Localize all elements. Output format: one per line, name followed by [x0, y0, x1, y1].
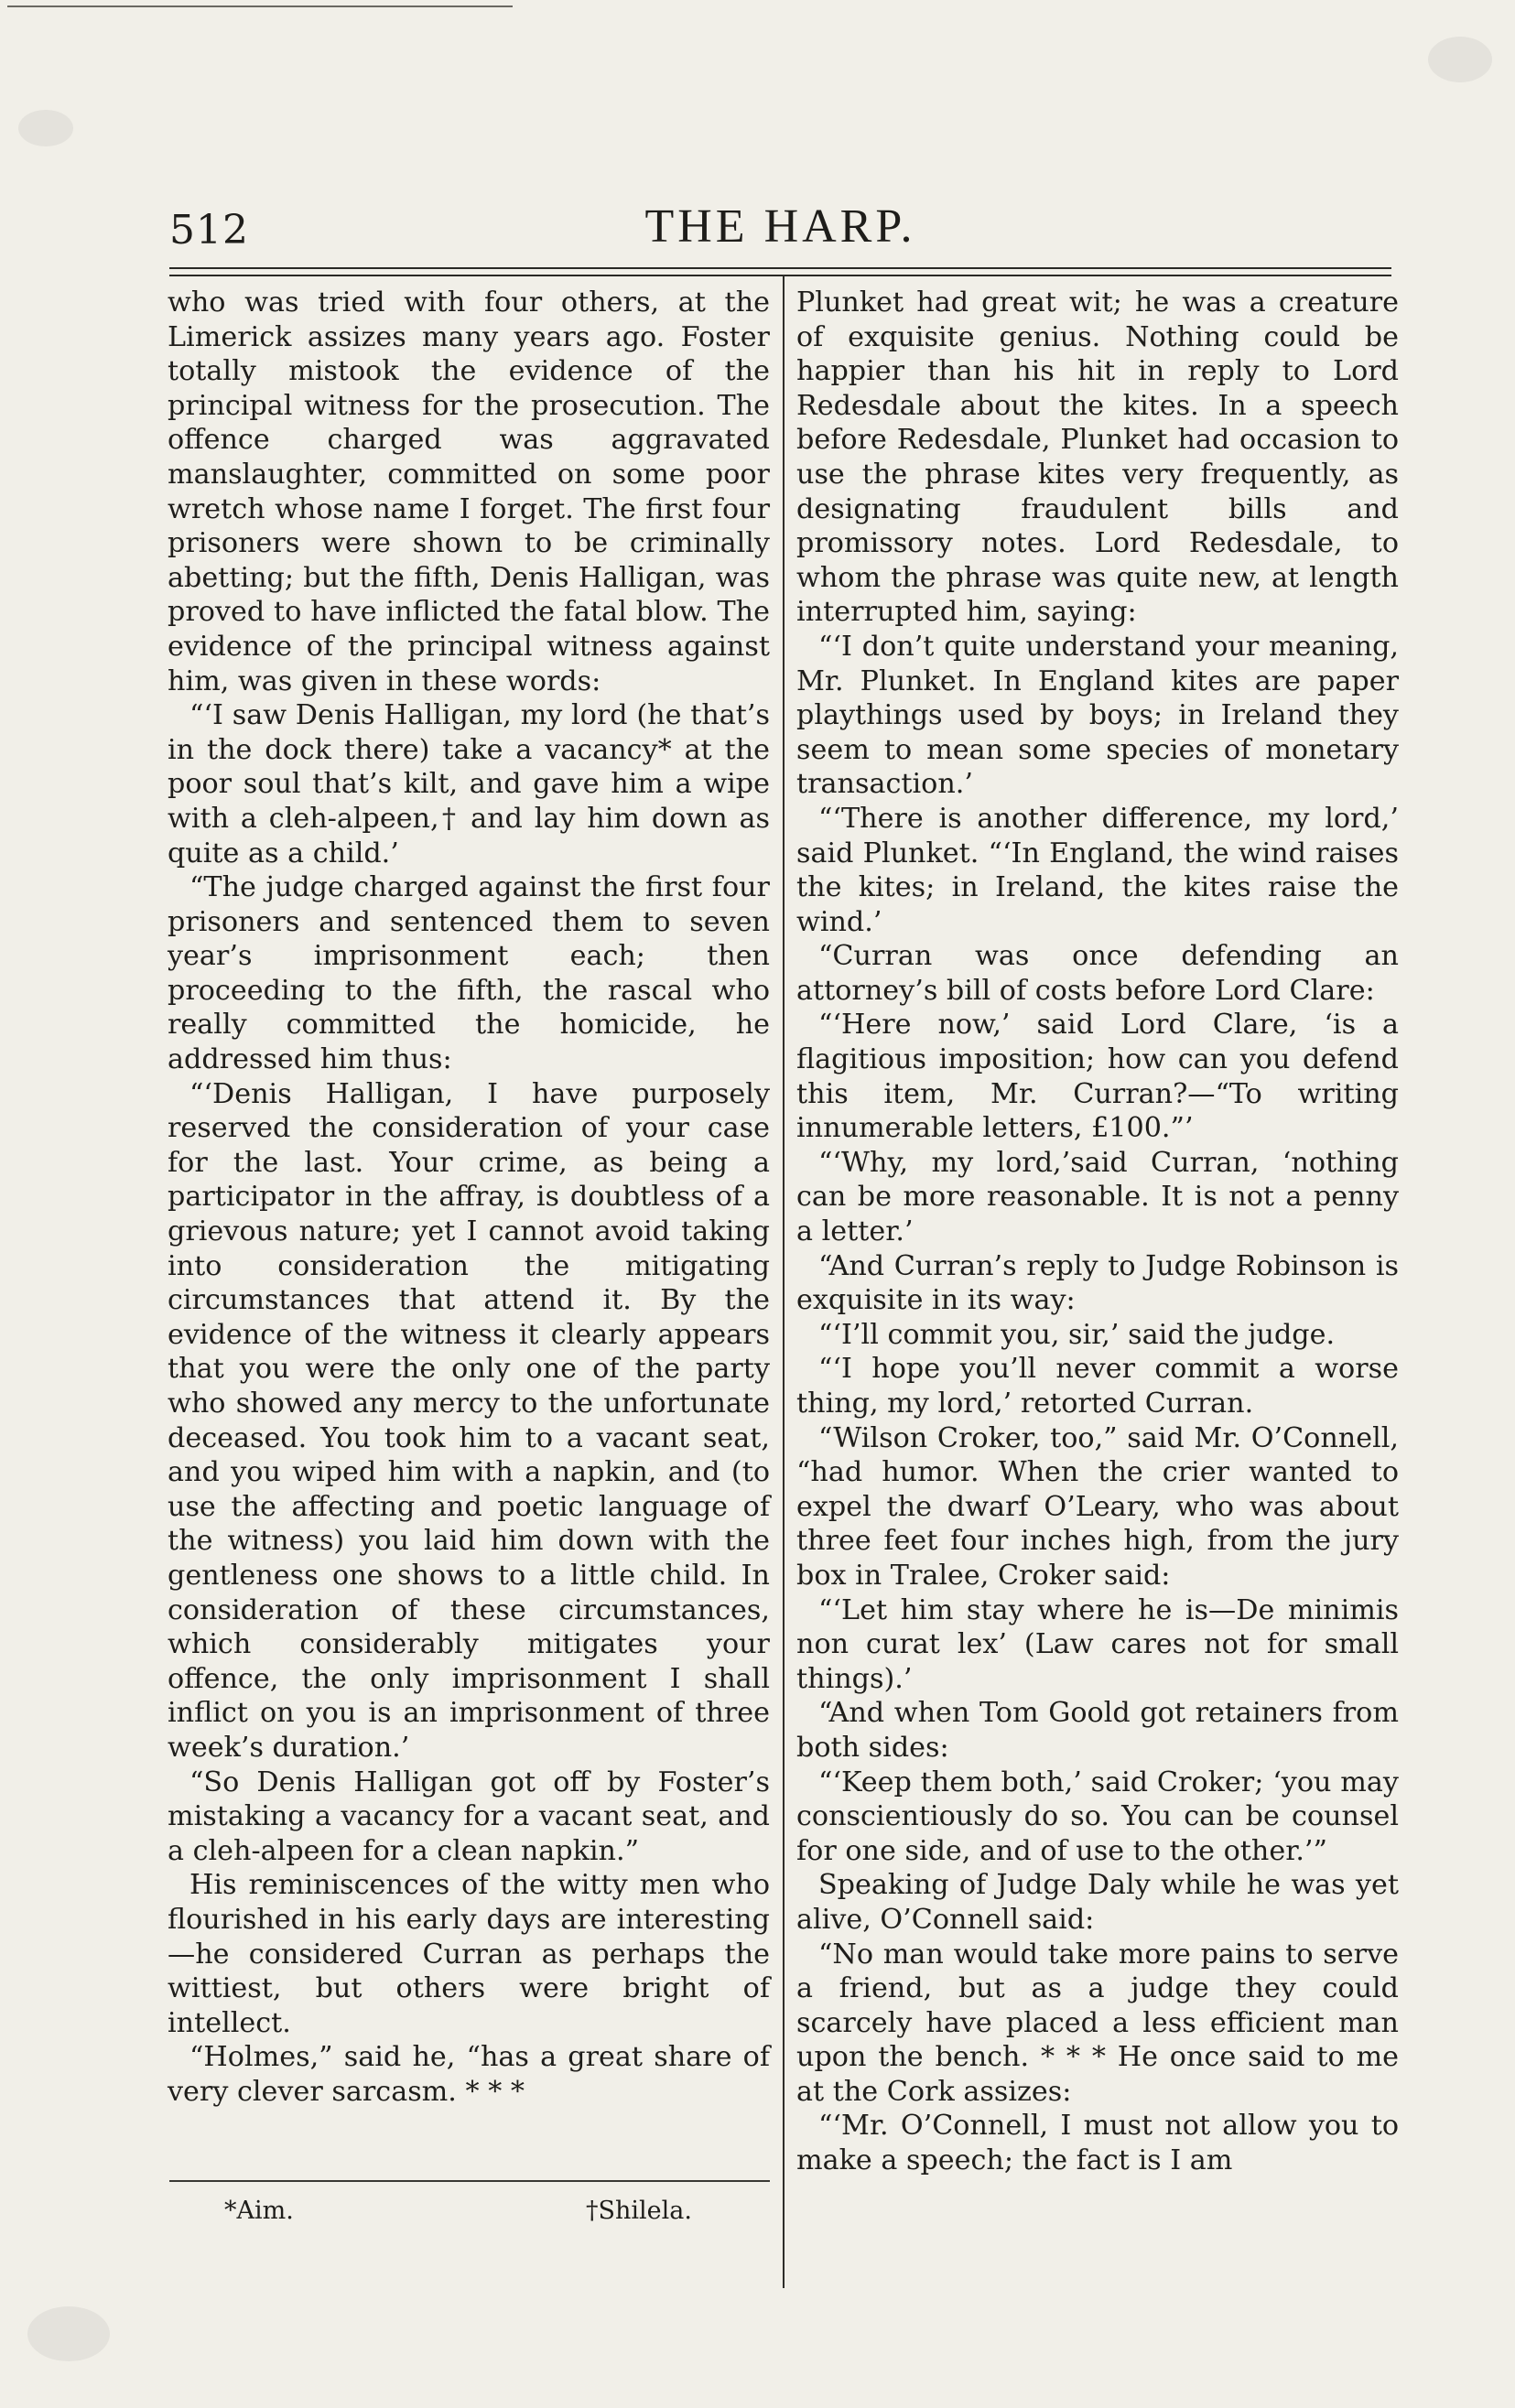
paragraph: “‘Mr. O’Connell, I must not allow you to make a speech; the fact is I am	[796, 2110, 1399, 2177]
paragraph: Plunket had great wit; he was a creature of exquisite genius. Nothing could be happier than his hit in reply to Lord Redesdale about the kites. In a speech before Redesdale, Plunket had occasion to use the phrase kites very frequently, as designating fraudulent bills and promissory notes. Lord Redesdale, to whom the phrase was quite new, at length interrupted him, saying:	[796, 286, 1399, 629]
page-number: 512	[169, 207, 249, 254]
top-edge-rule	[7, 5, 513, 7]
paragraph: “Holmes,” said he, “has a great share of very clever sarcasm. * * *	[168, 2041, 770, 2108]
paragraph: “‘Denis Halligan, I have purposely reserved the consideration of your case for the last. Your crime, as being a participator in the affray, is doubtless of a grievous nature; yet I cannot avoid taking into consideration the mitigating circumstances that attend it. By the evidence of the witness it clearly appears that you were the only one of the party who showed any mercy to the unfortunate deceased. You took him to a vacant seat, and you wiped him with a napkin, and (to use the affecting and poetic language of the witness) you laid him down with the gentleness one shows to a little child. In consideration of these circumstances, which considerably mitigates your offence, the only imprisonment I shall inflict on you is an imprisonment of three week’s duration.’	[168, 1077, 770, 1764]
paragraph: “So Denis Halligan got off by Foster’s mistaking a vacancy for a vacant seat, and a cleh-alpeen for a clean napkin.”	[168, 1766, 770, 1867]
paragraph: “And when Tom Goold got retainers from both sides:	[796, 1697, 1399, 1764]
footnote-aim: *Aim.	[224, 2197, 294, 2225]
column-divider	[783, 275, 785, 2288]
footnote-shilela: †Shilela.	[586, 2197, 692, 2225]
paragraph: Speaking of Judge Daly while he was yet alive, O’Connell said:	[796, 1869, 1399, 1936]
paragraph: “No man would take more pains to serve a friend, but as a judge they could scarcely have placed a less efficient man upon the bench. * * * He once said to me at the Cork assizes:	[796, 1938, 1399, 2108]
paragraph: “‘I don’t quite understand your meaning, Mr. Plunket. In England kites are paper playthings used by boys; in Ireland they seem to mean some species of monetary transaction.’	[796, 630, 1399, 801]
page-header	[169, 200, 1391, 264]
right-column	[796, 286, 1399, 2178]
header-rule	[169, 267, 1391, 276]
paragraph: “Wilson Croker, too,” said Mr. O’Connell, “had humor. When the crier wanted to expel the dwarf O’Leary, who was about three feet four inches high, from the jury box in Tralee, Croker said:	[796, 1421, 1399, 1592]
paragraph: “‘I’ll commit you, sir,’ said the judge.	[818, 1318, 1336, 1351]
left-column	[168, 286, 770, 2109]
paragraph: “‘There is another difference, my lord,’ said Plunket. “‘In England, the wind raises the kites; in Ireland, the kites raise the wind.’	[796, 802, 1399, 938]
paragraph: “‘I hope you’ll never commit a worse thing, my lord,’ retorted Curran.	[796, 1353, 1399, 1420]
footnotes	[224, 2197, 737, 2233]
paper-stain	[18, 110, 73, 146]
paragraph: who was tried with four others, at the Limerick assizes many years ago. Foster totally mistook the evidence of the principal witness for the prosecution. The offence charged was aggravated manslaughter, committed on some poor wretch whose name I forget. The first four prisoners were shown to be criminally abetting; but the fifth, Denis Halligan, was proved to have inflicted the fatal blow. The evidence of the principal witness against him, was given in these words:	[168, 286, 770, 697]
footnote-rule	[169, 2180, 770, 2182]
paragraph: “And Curran’s reply to Judge Robinson is exquisite in its way:	[796, 1249, 1399, 1317]
paper-stain	[27, 2306, 110, 2361]
paragraph: “‘Let him stay where he is—De minimis non curat lex’ (Law cares not for small things).’	[796, 1593, 1399, 1695]
paragraph: “Curran was once defending an attorney’s bill of costs before Lord Clare:	[796, 940, 1399, 1007]
paragraph: “The judge charged against the first four prisoners and sentenced them to seven year’s imprisonment each; then proceeding to the fifth, the rascal who really committed the homicide, he addressed him thus:	[168, 871, 770, 1076]
paragraph: His reminiscences of the witty men who flourished in his early days are interesting—he considered Curran as perhaps the wittiest, but others were bright of intellect.	[168, 1869, 770, 2039]
paragraph: “‘Why, my lord,’said Curran, ‘nothing can be more reasonable. It is not a penny a letter.’	[796, 1146, 1399, 1248]
paragraph: “‘Here now,’ said Lord Clare, ‘is a flagitious imposition; how can you defend this item, Mr. Curran?—“To writing innumerable letters, £100.”’	[796, 1009, 1399, 1145]
paper-stain	[1428, 37, 1492, 82]
running-title: THE HARP.	[644, 200, 916, 253]
paragraph: “‘Keep them both,’ said Croker; ‘you may conscientiously do so. You can be counsel for one side, and of use to the other.’”	[796, 1766, 1399, 1867]
paragraph: “‘I saw Denis Halligan, my lord (he that’s in the dock there) take a vacancy* at the poor soul that’s kilt, and gave him a wipe with a cleh-alpeen,† and lay him down as quite as a child.’	[168, 699, 770, 869]
